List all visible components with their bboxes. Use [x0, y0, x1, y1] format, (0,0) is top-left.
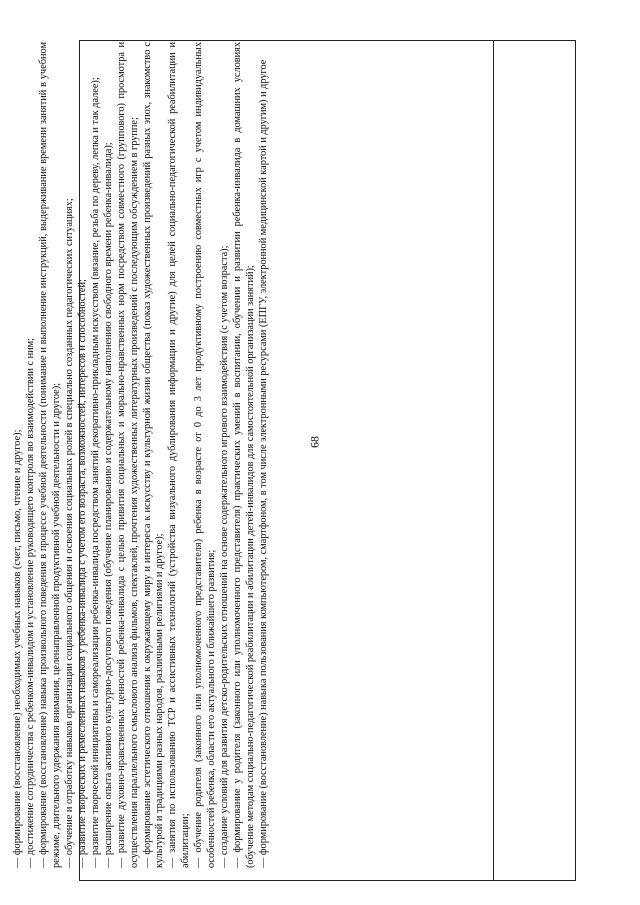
cell-text [10, 34, 271, 874]
list-item: — достижение сотрудничества с ребенком-инвалидом и установление руководящего контроля во взаимодействии с ним; [24, 337, 36, 868]
list-item: — занятия по использованию ТСР и ассистивных технологий (устройства визуального дублирования информации и другие) для целей социально-педагогической реабилитации и абилитации; [167, 42, 192, 868]
list-item: — развитие творческих и ремесленных навыков у ребенка-инвалида с учетом его возраста, возможностей, интересов и способностей; [76, 279, 88, 868]
list-item: — формирование у родителя (законного или уполномоченного представителя) практических умений в воспитании, обучении и развитии ребенка-инвалида в домашних условиях (обучение методам социально-педагогической реабилитации и абилитации детей-инвалидов для самостоятельной организации занятий); [232, 42, 257, 868]
list-item: — развитие духовно-нравственных ценностей ребенка-инвалида с целью привития социальных и морально-нравственных норм посредством совместного (группового) просмотра и осуществления параллельного смыслового анализа фильмов, спектаклей, прочтения художественных литературных произведений с последующим обсуждением в группе; [115, 42, 140, 868]
list-item: — формирование (восстановление) навыка произвольного поведения в процессе учебной деятельности (понимание и выполнение инструкций, выдерживание времени занятий в учебном режиме, длительного удержания внимания, целенаправленной продуктивной учебной деятельности и другое); [37, 42, 62, 868]
list-item: — расширение опыта активного культурно-досугового поведения (обучение планированию и содержательному наполнению свободного времени ребенка-инвалида); [102, 142, 114, 868]
list-item: — формирование (восстановление) необходимых учебных навыков (счет, письмо, чтение и другое); [12, 429, 23, 868]
list-item: — создание условий для развития детско-родительских отношений на основе содержательного игрового взаимодействия (с учетом возраста); [219, 245, 231, 868]
page-number: 68 [307, 436, 322, 448]
list-item: — обучение и отработку навыков организации социального общения и освоения социальных ролей в специально созданных педагогических ситуациях; [63, 198, 75, 868]
list-item: — развитие творческой инициативы и самореализации ребенка-инвалида посредством занятий декоративно-прикладным искусством (вязание, резьба по дереву, лепка и так далее); [89, 77, 101, 868]
list-item: — формирование эстетического отношения к окружающему миру и интереса к искусству и культурной жизни общества (показ художественных произведений разных эпох, знакомство с культурой и традициями разных народов, различными религиями и другое); [141, 42, 166, 868]
list-item: — формирование (восстановление) навыка пользования компьютером, смартфоном, в том числе электронными ресурсами (ЕПГУ, электронной медицинской картой и другим) и другое [258, 59, 270, 868]
list-item: — обучение родителя (законного или уполномоченного представителя) ребенка в возрасте от 0 до 3 лет продуктивному построению совместных игр с учетом индивидуальных особенностей ребенка, области его актуального и ближайшего развития; [193, 42, 218, 868]
rotated-table-cell [10, 34, 558, 874]
